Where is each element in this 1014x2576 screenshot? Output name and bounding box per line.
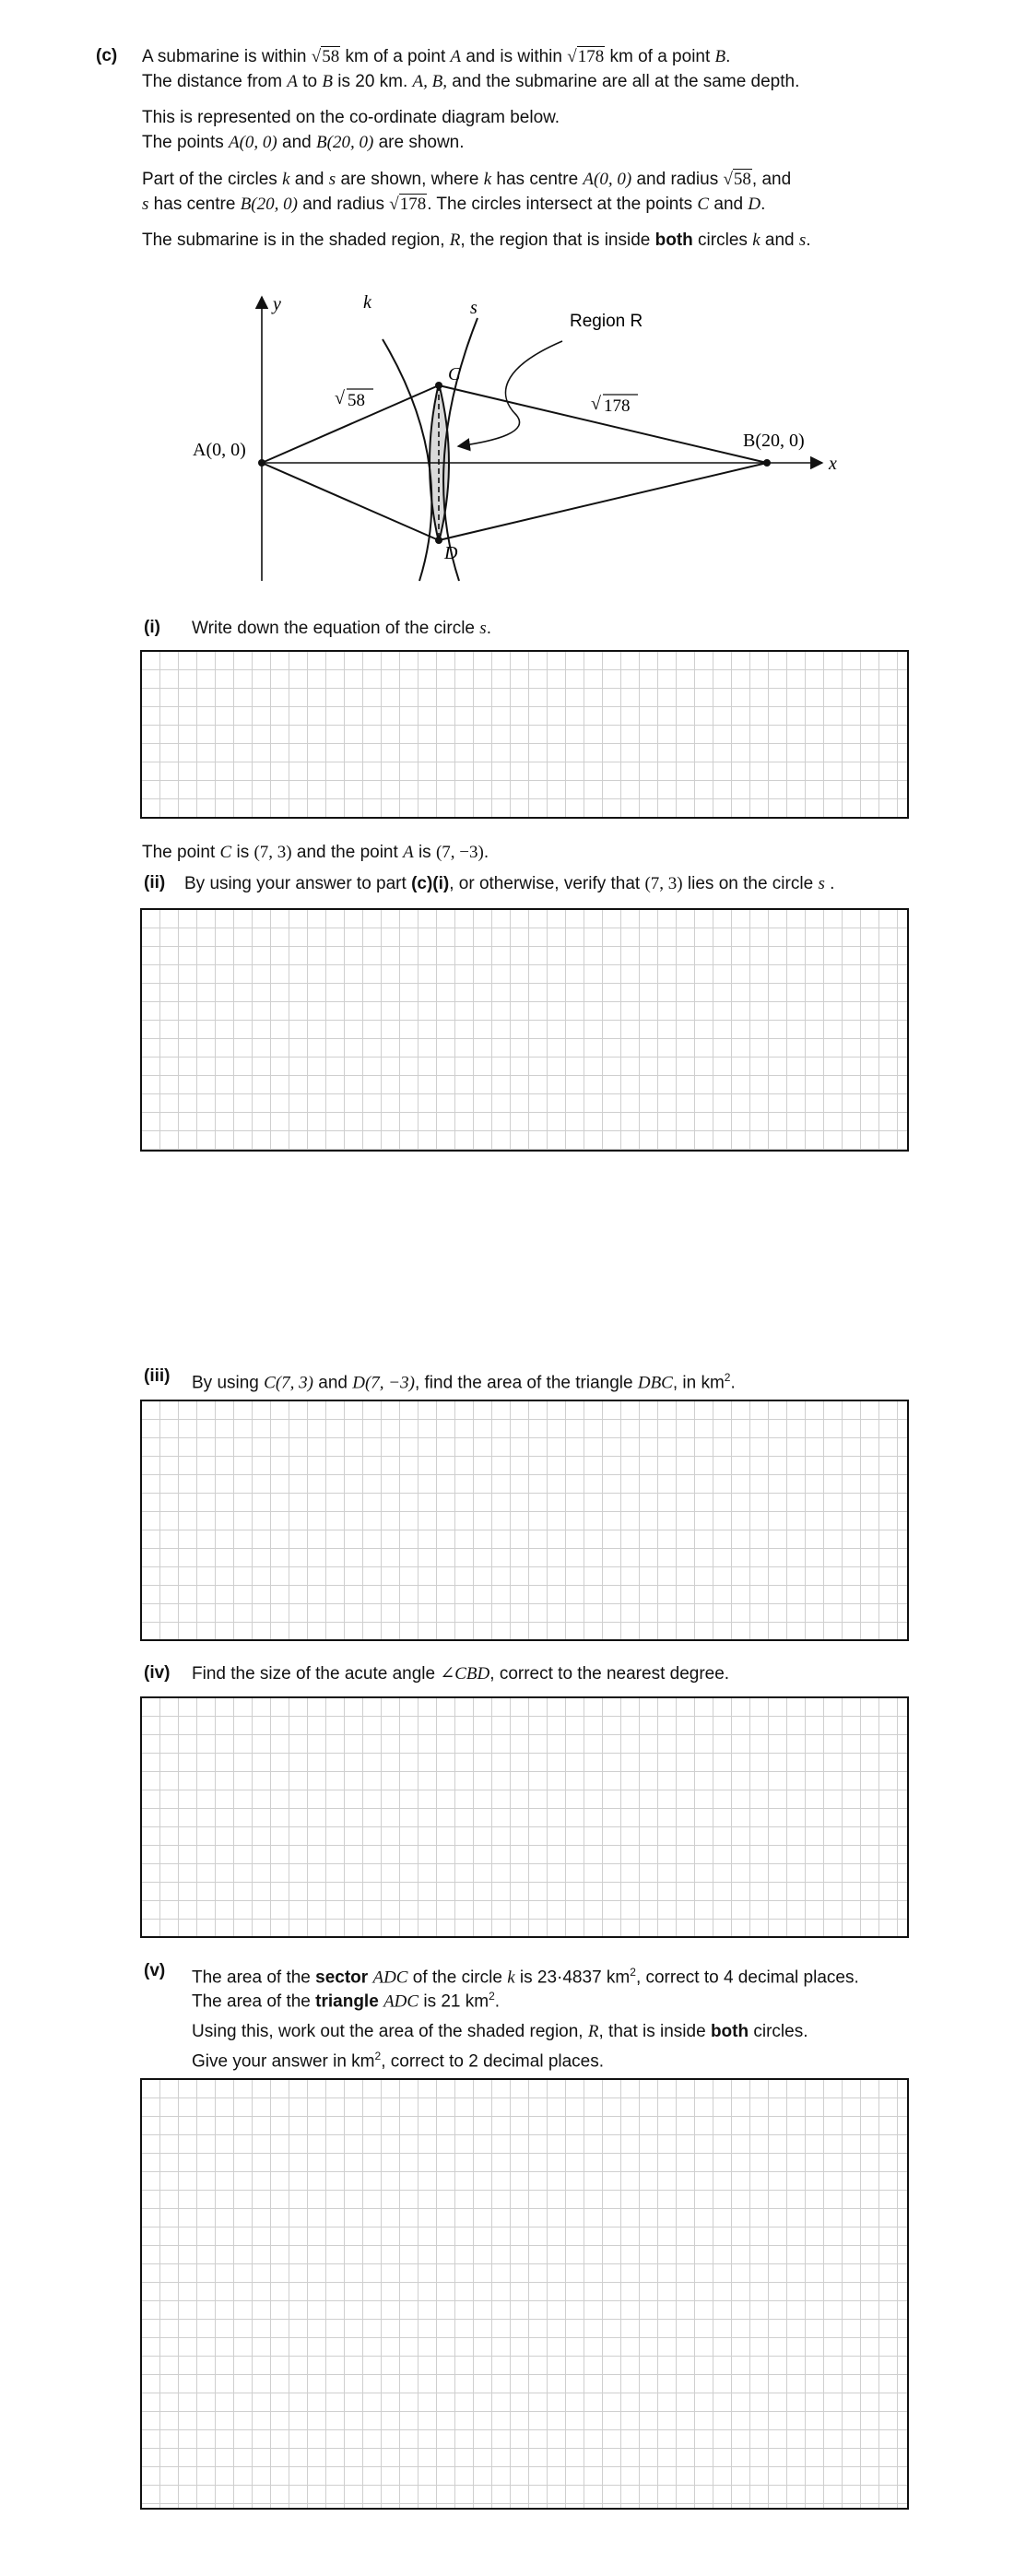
- part-iii-label: (iii): [144, 1366, 171, 1386]
- label-root58: 58: [348, 391, 365, 410]
- label-root178: 178: [604, 396, 631, 416]
- part-v-line-3: Using this, work out the area of the shaded region, R, that is inside both circles.: [192, 2022, 808, 2041]
- point-b: [763, 459, 771, 467]
- label-x: x: [829, 454, 837, 474]
- line-ad: [262, 463, 439, 540]
- sqrt-58: √58: [311, 47, 340, 66]
- intro-line-3: This is represented on the co-ordinate diagram below.: [142, 108, 560, 127]
- part-ii-label: (ii): [144, 873, 166, 892]
- part-v-label: (v): [144, 1961, 166, 1980]
- intro-line-1: A submarine is within √58 km of a point A and is within √178 km of a point B.: [142, 47, 731, 66]
- sqrt-symbol-178: √: [591, 394, 601, 414]
- answer-box-part-iii[interactable]: [140, 1400, 909, 1641]
- part-iv-text: Find the size of the acute angle ∠CBD, correct to the nearest degree.: [192, 1664, 730, 1684]
- line-cb: [439, 385, 767, 463]
- part-iii-text: By using C(7, 3) and D(7, −3), find the area of the triangle DBC, in $km^2$.: [192, 1371, 736, 1393]
- label-s: s: [470, 298, 478, 318]
- part-iv-label: (iv): [144, 1663, 171, 1683]
- intro-line-7: The submarine is in the shaded region, R, the region that is inside both circles k and s.: [142, 230, 811, 250]
- part-i-label: (i): [144, 618, 160, 637]
- intro-line-2: The distance from A to B is 20 km. A, B, and the submarine are all at the same depth.: [142, 72, 800, 91]
- answer-box-part-ii[interactable]: [140, 908, 909, 1152]
- part-c-label: (c): [96, 46, 118, 65]
- coordinate-diagram: [175, 277, 876, 590]
- answer-box-part-v[interactable]: [140, 2078, 909, 2510]
- part-v-line-1: The area of the sector ADC of the circle k is 23·4837 $km^2$, correct to 4 decimal places.: [192, 1966, 859, 1988]
- intro-line-5: Part of the circles k and s are shown, where k has centre A(0, 0) and radius √58, and: [142, 170, 792, 189]
- sqrt-178: √178: [567, 47, 605, 66]
- answer-box-part-i[interactable]: [140, 650, 909, 819]
- part-v-line-4: Give your answer in $km^2$, correct to 2 decimal places.: [192, 2050, 605, 2072]
- circle-k-arc: [383, 339, 431, 581]
- point-d: [435, 537, 442, 544]
- part-i-text: Write down the equation of the circle s.: [192, 619, 491, 638]
- line-db: [439, 463, 767, 540]
- point-c: [435, 382, 442, 389]
- label-k: k: [363, 292, 371, 313]
- part-ii-text: By using your answer to part (c)(i), or otherwise, verify that (7, 3) lies on the circle s .: [184, 874, 835, 893]
- sqrt-symbol-58: √: [335, 388, 345, 408]
- label-y: y: [273, 294, 281, 314]
- part-v-line-2: The area of the triangle ADC is 21 $km^2$.: [192, 1990, 501, 2012]
- label-c: C: [448, 364, 461, 384]
- label-d: D: [444, 543, 458, 563]
- intro-line-6: s has centre B(20, 0) and radius √178. The circles intersect at the points C and D.: [142, 195, 766, 214]
- answer-box-part-iv[interactable]: [140, 1696, 909, 1938]
- label-b: B(20, 0): [743, 431, 805, 451]
- intro-line-4: The points A(0, 0) and B(20, 0) are shown.: [142, 133, 465, 152]
- point-a: [258, 459, 265, 467]
- part-ii-preamble: The point C is (7, 3) and the point A is (7, −3).: [142, 843, 489, 862]
- label-a: A(0, 0): [193, 440, 246, 460]
- label-region-r: Region R: [570, 312, 643, 331]
